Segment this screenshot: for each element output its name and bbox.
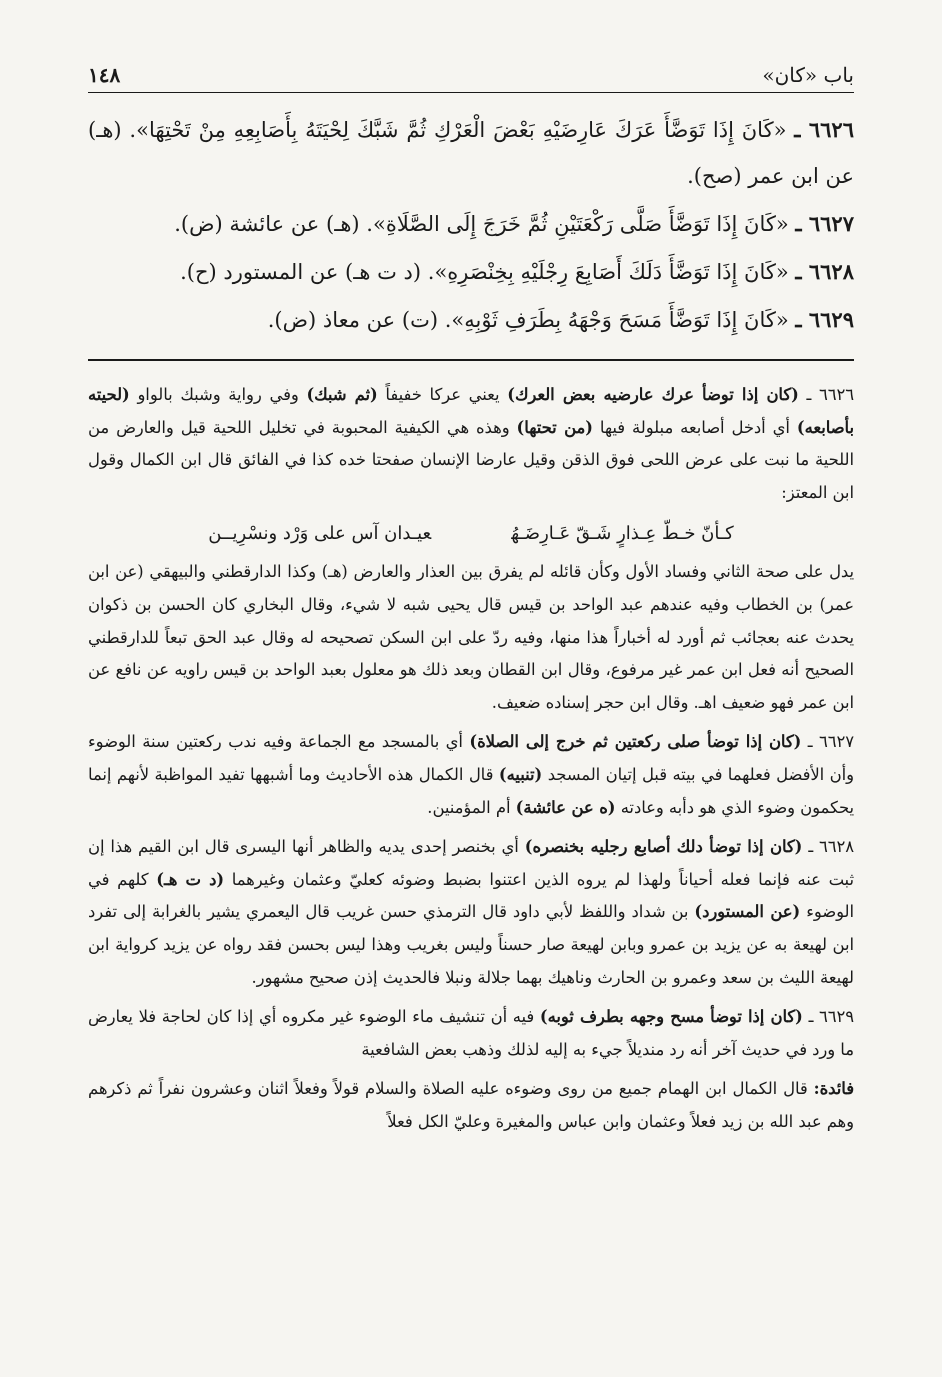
verse-second-hemistich: عيـدان آس على وَرْد ونسْرِيــن	[208, 523, 432, 545]
hadith-6629: ٦٦٢٩ ـ «كَانَ إِذَا تَوَضَّأَ مَسَحَ وَجْهَهُ بِطَرَفِ ثَوْبِهِ». (ت) عن معاذ (ض).	[267, 307, 854, 332]
hadith-6628: ٦٦٢٨ ـ «كَانَ إِذَا تَوَضَّأَ دَلَكَ أَصَابِعَ رِجْلَيْهِ بِخِنْصَرِهِ». (د ت هـ) عن المستورد (ح).	[180, 259, 854, 284]
book-page	[88, 56, 854, 1356]
section-divider	[88, 359, 854, 361]
commentary-6626: ٦٦٢٦ ـ (كان إذا توضأ عرك عارضيه بعض العرك) يعني عركا خفيفاً (ثم شبك) وفي رواية وشبك بالواو (لحيته بأصابعه) أي أدخل أصابعه مبلولة فيها (من تحتها) وهذه هي الكيفية المحبوبة في تخليل اللحية قيل والعارض من اللحية ما نبت على عرض اللحى فوق الذقن وقيل عارضا الإنسان صفحتا خده كذا في الفائق قال ابن الكمال وقول ابن المعتز:	[88, 385, 855, 502]
hadith-6627: ٦٦٢٧ ـ «كَانَ إِذَا تَوَضَّأَ صَلَّى رَكْعَتَيْنِ ثُمَّ خَرَجَ إِلَى الصَّلَاةِ». (هـ) عن عائشة (ض).	[174, 211, 854, 236]
commentary	[88, 379, 854, 1138]
verse-first-hemistich: كـأنّ خـطّ عِـذارٍ شَـقّ عَـارِضَـهُ	[511, 523, 734, 545]
commentary-6627: ٦٦٢٧ ـ (كان إذا توضأ صلى ركعتين ثم خرج إلى الصلاة) أي بالمسجد مع الجماعة وفيه ندب ركعتين سنة الوضوء وأن الأفضل فعلهما في بيته قبل إتيان المسجد (تنبيه) قال الكمال هذه الأحاديث وما أشبهها تفيد المواظبة لأنهم إنما يحكمون وضوء الذي هو دأبه وعادته (ه عن عائشة) أم المؤمنين.	[88, 732, 854, 817]
hadith-list	[88, 107, 854, 343]
commentary-faida: فائدة: قال الكمال ابن الهمام جميع من روى وضوءه عليه الصلاة والسلام قولاً وفعلاً اثنان وعشرون نفراً ثم ذكرهم وهم عبد الله بن زيد فعلاً وعثمان وابن عباس والمغيرة وعليّ الكل فعلاً	[88, 1079, 854, 1131]
poetry-verse	[88, 516, 854, 552]
running-head	[88, 56, 854, 93]
page-number: ١٤٨	[88, 63, 121, 87]
hadith-6626: ٦٦٢٦ ـ «كَانَ إِذَا تَوَضَّأَ عَرَكَ عَارِضَيْهِ بَعْضَ الْعَرْكِ ثُمَّ شَبَّكَ لِحْيَتَهُ بِأَصَابِعِهِ مِنْ تَحْتِهَا». (هـ) عن ابن عمر (صح).	[88, 117, 854, 188]
commentary-6626-continued: يدل على صحة الثاني وفساد الأول وكأن قائله لم يفرق بين العذار والعارض (هـ) وكذا الدارقطني والبيهقي (عن ابن عمر) بن الخطاب وفيه عندهم عبد الواحد بن قيس قال يحيى شبه لا شيء، وقال البخاري كان الحسن بن ذكوان يحدث عنه بعجائب ثم أورد له أخباراً هذا منها، وفيه ردّ على ابن السكن تصحيحه له وقال عبد الحق تبعاً للدارقطني الصحيح أنه فعل ابن عمر غير مرفوع، وقال ابن القطان وبعد ذلك هو معلول بعبد الواحد بن قيس راويه عن نافع عن ابن عمر فهو ضعيف اهـ. وقال ابن حجر إسناده ضعيف.	[88, 562, 854, 712]
commentary-6628: ٦٦٢٨ ـ (كان إذا توضأ دلك أصابع رجليه بخنصره) أي بخنصر إحدى يديه والظاهر أنها اليسرى قال ابن القيم هذا إن ثبت عنه فإنما فعله أحياناً ولهذا لم يروه الذين اعتنوا بضبط وضوئه كعليّ وعثمان وغيرهما (د ت هـ) كلهم في الوضوء (عن المستورد) بن شداد واللفظ لأبي داود قال الترمذي حسن غريب قال اليعمري يشير بالغرابة إلى تفرد ابن لهيعة به عن يزيد بن عمرو وبابن لهيعة صار حسناً وليس بغريب وهذا ليس بحسن فقد رواه عن يزيد كرواية ابن لهيعة الليث بن سعد وعمرو بن الحارث وناهيك بهما جلالة ونبلا فالحديث إذن صحيح مشهور.	[88, 837, 855, 987]
commentary-6629: ٦٦٢٩ ـ (كان إذا توضأ مسح وجهه بطرف ثوبه) فيه أن تنشيف ماء الوضوء غير مكروه أي إذا كان لحاجة فلا يعارض ما ورد في حديث آخر أنه رد منديلاً جيء به إليه لذلك وذهب بعض الشافعية	[88, 1007, 854, 1059]
chapter-title: باب «كان»	[762, 63, 854, 87]
